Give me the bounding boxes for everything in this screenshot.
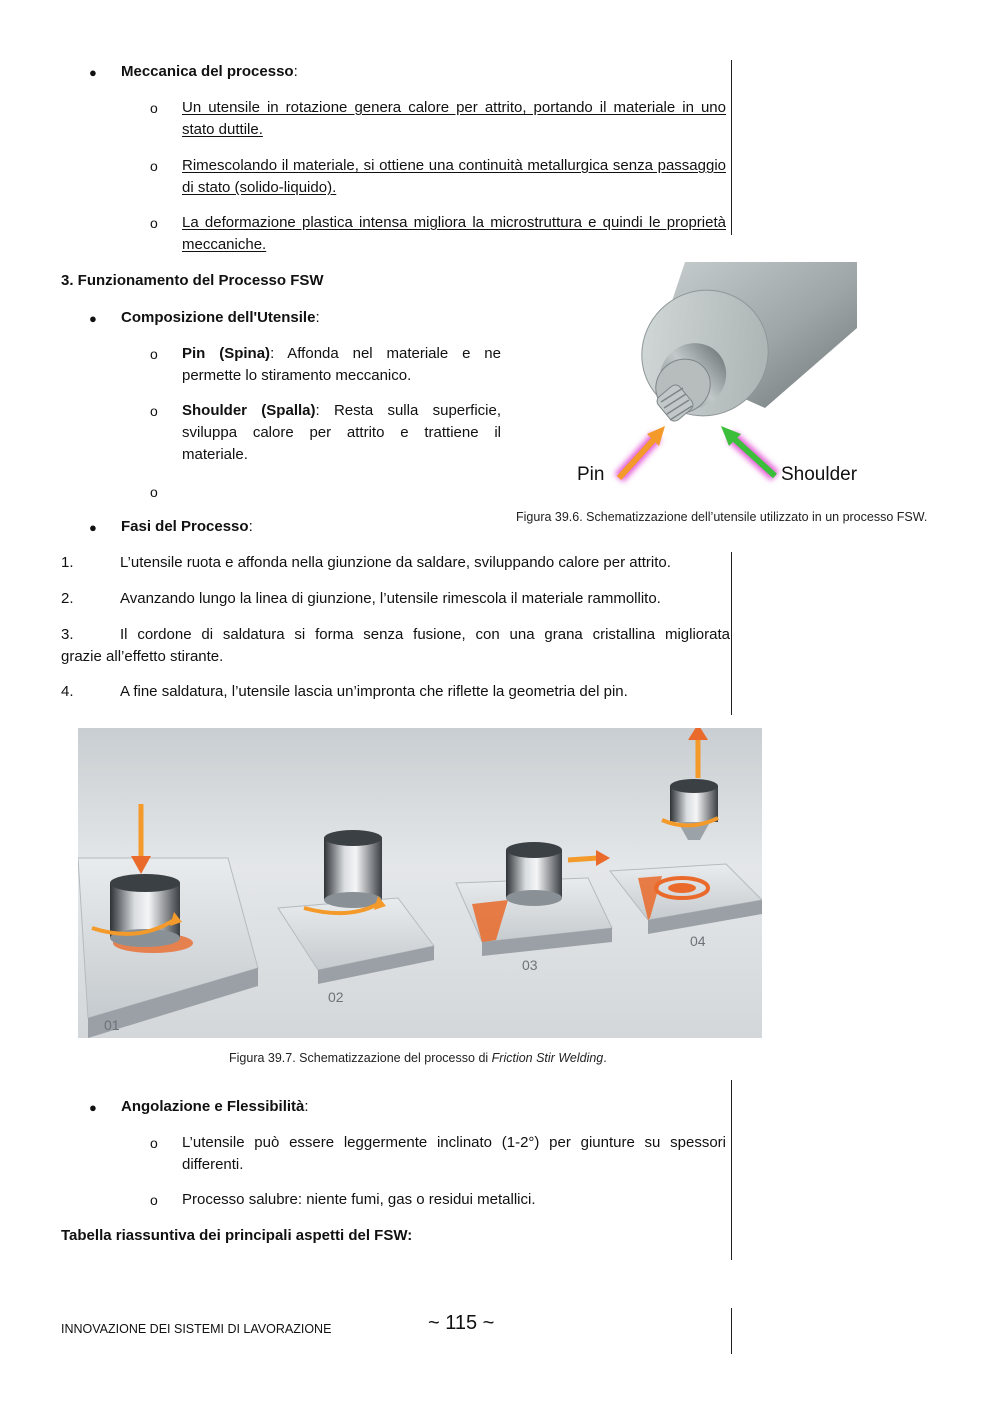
angle-item: Processo salubre: niente fumi, gas o residui metallici. (182, 1191, 536, 1208)
phase-text-cont: grazie all’effetto stirante. (61, 648, 224, 665)
margin-line (731, 1080, 732, 1260)
sub-bullet: o (150, 1135, 158, 1151)
figure-tool-caption: Figura 39.6. Schematizzazione dell’utensile utilizzato in un processo FSW. (516, 510, 928, 524)
sub-bullet: o (150, 100, 158, 116)
page-number: ~ 115 ~ (428, 1312, 495, 1334)
sub-bullet: o (150, 215, 158, 231)
margin-line (731, 60, 732, 235)
phase-number: 3. (61, 626, 74, 643)
bullet: ● (89, 1100, 97, 1115)
sub-bullet: o (150, 346, 158, 362)
angle-heading: Angolazione e Flessibilità: (121, 1098, 309, 1115)
phase-text: Il cordone di saldatura si forma senza fusione, con una grana cristallina migliorata (120, 626, 730, 643)
label-shoulder: Shoulder (781, 464, 858, 485)
mechanics-item: Un utensile in rotazione genera calore per attrito, portando il materiale in uno stato duttile. (182, 99, 726, 138)
tool-item-shoulder: Shoulder (Spalla): Resta sulla superficie, sviluppa calore per attrito e trattiene il materiale. (182, 402, 501, 463)
fsw-process-illustration (78, 728, 762, 1038)
sub-bullet: o (150, 403, 158, 419)
angle-item: L’utensile può essere leggermente inclinato (1-2°) per giunture su spessori differenti. (182, 1134, 726, 1173)
tool-item-pin: Pin (Spina): Affonda nel materiale e ne permette lo stiramento meccanico. (182, 345, 501, 384)
phase-text: A fine saldatura, l’utensile lascia un’impronta che riflette la geometria del pin. (120, 683, 628, 700)
sub-bullet: o (150, 484, 158, 500)
mechanics-item: La deformazione plastica intensa migliora la microstruttura e quindi le proprietà meccaniche. (182, 214, 726, 253)
margin-line (731, 1308, 732, 1354)
step-label: 01 (104, 1017, 120, 1033)
phase-text: Avanzando lungo la linea di giunzione, l’utensile rimescola il materiale rammollito. (120, 590, 661, 607)
tool-heading: Composizione dell'Utensile: (121, 309, 320, 326)
step-label: 02 (328, 989, 344, 1005)
label-pin: Pin (577, 464, 605, 485)
figure-process (78, 728, 762, 1038)
bullet: ● (89, 311, 97, 326)
section-title: 3. Funzionamento del Processo FSW (61, 272, 324, 289)
margin-line (731, 552, 732, 715)
fsw-tool-illustration (565, 258, 865, 498)
figure-tool (565, 258, 865, 498)
bullet: ● (89, 520, 97, 535)
phase-number: 2. (61, 590, 74, 607)
phases-heading: Fasi del Processo: (121, 518, 253, 535)
mechanics-item: Rimescolando il materiale, si ottiene una continuità metallurgica senza passaggio di stato (solido-liquido). (182, 157, 726, 196)
step-label: 04 (690, 933, 706, 949)
sub-bullet: o (150, 158, 158, 174)
bullet: ● (89, 65, 97, 80)
footer-left: INNOVAZIONE DEI SISTEMI DI LAVORAZIONE (61, 1322, 332, 1336)
mechanics-heading: Meccanica del processo: (121, 63, 298, 80)
sub-bullet: o (150, 1192, 158, 1208)
table-title: Tabella riassuntiva dei principali aspetti del FSW: (61, 1227, 413, 1244)
phase-number: 4. (61, 683, 74, 700)
step-label: 03 (522, 957, 538, 973)
phase-number: 1. (61, 554, 74, 571)
figure-process-caption: Figura 39.7. Schematizzazione del processo di Friction Stir Welding. (229, 1051, 607, 1065)
phase-text: L’utensile ruota e affonda nella giunzione da saldare, sviluppando calore per attrito. (120, 554, 671, 571)
